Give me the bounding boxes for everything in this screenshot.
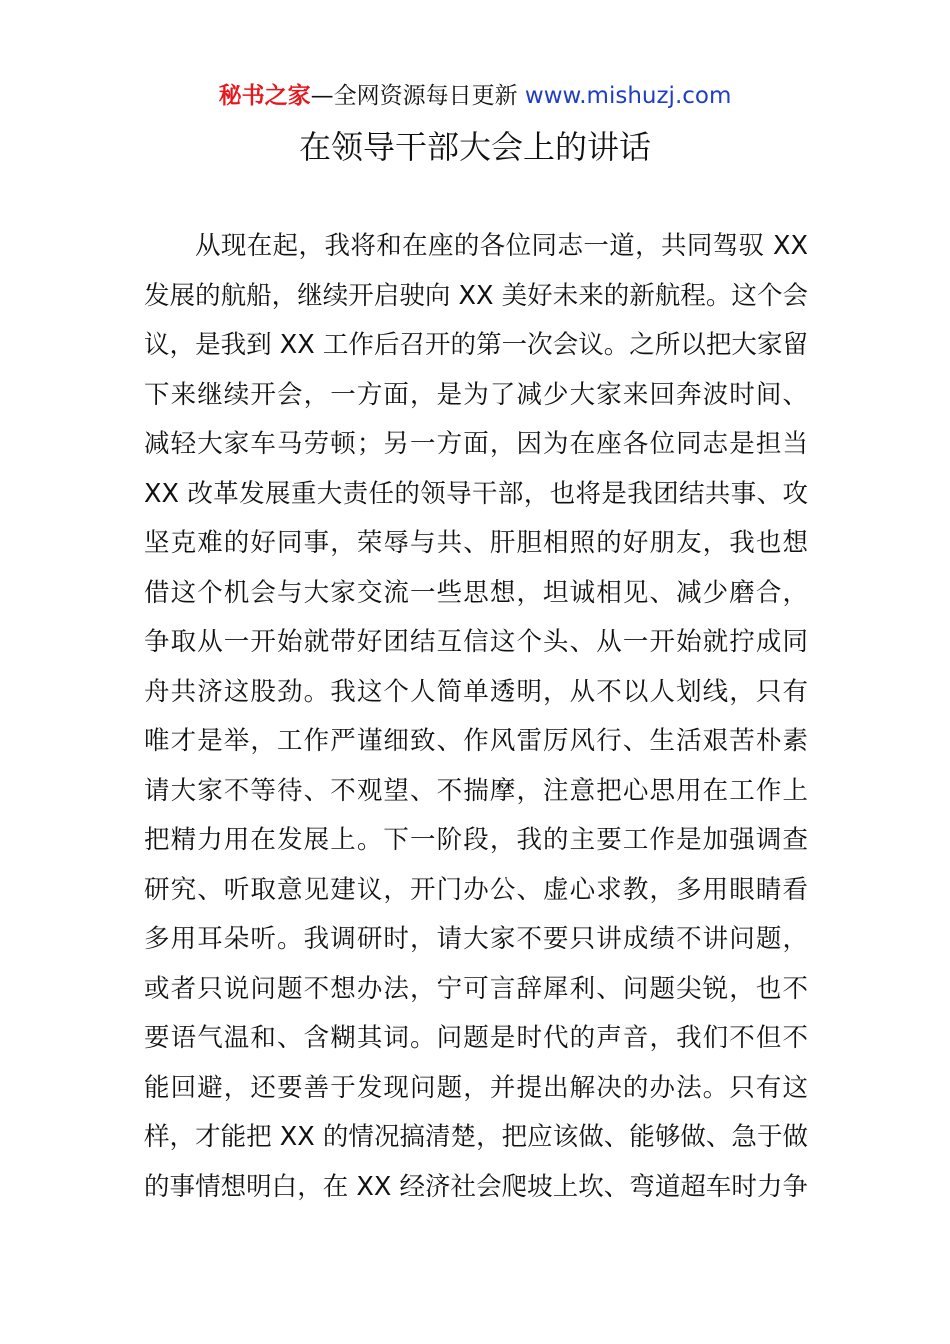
paragraph-line: 从现在起，我将和在座的各位同志一道，共同驾驭 XX [195,231,808,261]
paragraph-line: 争取从一开始就带好团结互信这个头、从一开始就拧成同 [144,627,808,657]
paragraph-line: 舟共济这股劲。我这个人简单透明，从不以人划线，只有 [144,676,808,707]
site-header [0,80,950,112]
paragraph-line: 唯才是举，工作严谨细致、作风雷厉风行、生活艰苦朴素 [144,726,808,756]
paragraph-line: 要语气温和、含糊其词。问题是时代的声音，我们不但不 [144,1023,808,1053]
paragraph-line: 研究、听取意见建议，开门办公、虚心求教，多用眼睛看 [144,874,808,905]
paragraph-line: 坚克难的好同事，荣辱与共、肝胆相照的好朋友，我也想 [144,528,808,558]
brand-name: 秘书之家 [218,83,311,109]
paragraph-line: 样，才能把 XX 的情况搞清楚，把应该做、能够做、急于做 [144,1122,808,1152]
paragraph-line: 下来继续开会，一方面，是为了减少大家来回奔波时间、 [144,379,808,410]
paragraph-line: 的事情想明白，在 XX 经济社会爬坡上坎、弯道超车时力争 [144,1171,808,1202]
document-title: 在领导干部大会上的讲话 [298,128,651,166]
paragraph-line: 能回避，还要善于发现问题，并提出解决的办法。只有这 [144,1072,808,1103]
paragraph-line: 发展的航船，继续开启驶向 XX 美好未来的新航程。这个会 [144,280,808,311]
paragraph-line: 借这个机会与大家交流一些思想，坦诚相见、减少磨合， [144,577,808,608]
site-url-link[interactable]: www.mishuzj.com [524,83,732,109]
paragraph-line: 或者只说问题不想办法，宁可言辞犀利、问题尖锐，也不 [144,973,808,1004]
speech-body [144,222,808,1212]
paragraph-line: 多用耳朵听。我调研时，请大家不要只讲成绩不讲问题， [144,924,808,954]
paragraph-line: 请大家不等待、不观望、不揣摩，注意把心思用在工作上 [144,775,808,806]
paragraph-line: 把精力用在发展上。下一阶段，我的主要工作是加强调查 [144,825,808,855]
paragraph-line: 减轻大家车马劳顿；另一方面，因为在座各位同志是担当 [144,429,808,459]
site-tagline: —全网资源每日更新 [310,83,518,109]
paragraph-line: 议，是我到 XX 工作后召开的第一次会议。之所以把大家留 [144,330,808,360]
paragraph-line: XX 改革发展重大责任的领导干部，也将是我团结共事、攻 [144,478,808,509]
